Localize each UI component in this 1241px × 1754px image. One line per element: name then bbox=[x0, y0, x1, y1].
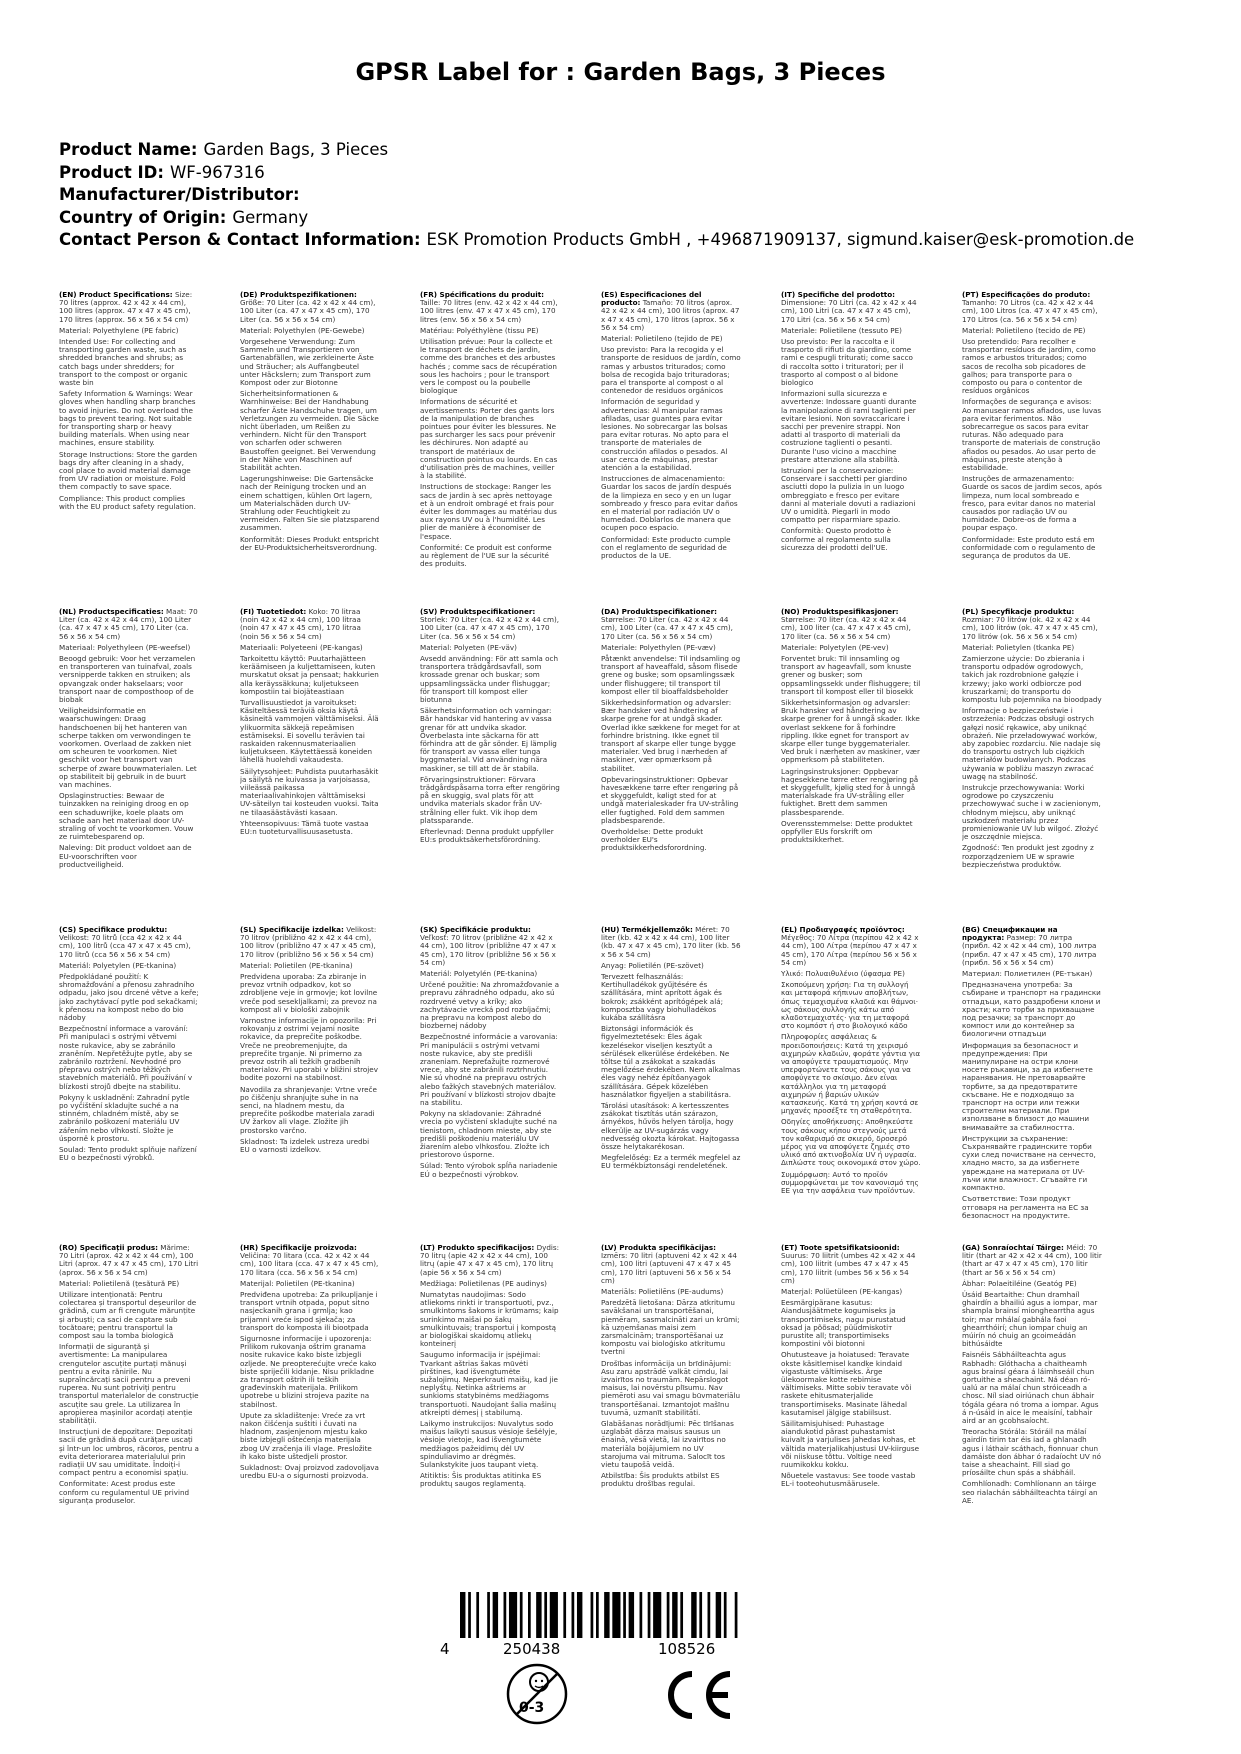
spec-paragraph: Conformidade: Este produto está em conformidade com o regulamento de segurança de produtos da UE. bbox=[962, 534, 1096, 561]
spec-paragraph: (EN) Product Specifications: Size: 70 litres (approx. 42 x 42 x 44 cm), 100 litres (approx. 47 x 47 x 45 cm), 170 litres (approx. 56 x 56 x 54 cm) bbox=[59, 291, 193, 324]
spec-paragraph: Material: Polietileno (tecido de PE) bbox=[962, 325, 1086, 335]
spec-paragraph: Lagerungshinweise: Die Gartensäcke nach der Reinigung trocken und an einem schattigen, kühlen Ort lagern, um Materialschäden durch UV-Strahlung oder Feuchtigkeit zu vermeiden. Falten Sie sie platzsparend zusammen. bbox=[240, 474, 380, 533]
spec-heading: (EL) Προδιαγραφές προϊόντος: bbox=[781, 926, 905, 934]
spec-paragraph: Lagringsinstruksjoner: Oppbevar hagesekkene tørre etter rengjøring på et skyggefullt, kjølig sted for å unngå materialskade fra UV-stråling eller fuktighet. Brett dem sammen plassbesparende. bbox=[781, 766, 919, 817]
product-name-label: Product Name: bbox=[59, 140, 198, 159]
spec-paragraph: Storage Instructions: Store the garden bags dry after cleaning in a shady, cool place to avoid material damage from UV radiation or moisture. Fold them compactly to save space. bbox=[59, 449, 198, 492]
spec-paragraph: Materiaal: Polyethyleen (PE-weefsel) bbox=[59, 642, 191, 652]
spec-paragraph: Materiale: Polyethylen (PE-væv) bbox=[601, 642, 716, 652]
spec-paragraph: Předpokládané použití: K shromažďování a přenosu zahradního odpadu, jako jsou drcené větve a keře; jako zachytávací pytle pod sekačkami; k přenosu na kompost nebo do bio nádoby bbox=[59, 972, 199, 1023]
spec-paragraph: Ohutusteave ja hoiatused: Teravate okste käsitlemisel kandke kindaid vigastuste vältimiseks. Ärge ülekoormake kotte rebimise vältimiseks. Mitte sobiv teravate või raskete ehitusmaterjalide transportimiseks. Masinate lähedal kasutamisel jälgige stabiilsust. bbox=[781, 1350, 912, 1417]
spec-paragraph: Información de seguridad y advertencias: Al manipular ramas afiladas, usar guantes para evitar lesiones. No sobrecargar las bolsas para evitar roturas. No apto para el transporte de materiales de construcción afilados o pesados. Al usar cerca de máquinas, prestar atención a la estabilidad. bbox=[601, 397, 729, 473]
barcode-bar bbox=[648, 1592, 651, 1638]
spec-paragraph: Conformité: Ce produit est conforme au règlement de l'UE sur la sécurité des produits. bbox=[420, 542, 552, 569]
spec-paragraph: Určené použitie: Na zhromažďovanie a prepravu záhradného odpadu, ako sú rozdrvené vetvy a kríky; ako zachytávacie vrecká pod rozbíjačmi; na prepravu na kompost alebo do biozbernej nádoby bbox=[420, 980, 559, 1031]
spec-paragraph: Material: Polyethylene (PE fabric) bbox=[59, 325, 179, 335]
spec-heading: (ET) Toote spetsifikatsioonid: bbox=[781, 1244, 900, 1252]
spec-paragraph: Medžiaga: Polietilenas (PE audinys) bbox=[420, 1278, 547, 1288]
spec-paragraph: Инструкции за съхранение: Съхранявайте градинските торби сухи след почистване на сенчесто, хладно място, за да избегнете увреждане на материала от UV-лъчи или влажност. Сгъвайте ги компактно. bbox=[962, 1133, 1096, 1193]
spec-paragraph: Sigurnosne informacije i upozorenja: Prilikom rukovanja oštrim granama nosite rukavice kako biste izbjegli ozljede. Ne preopterećujte vreće kako biste spriječili kidanje. Nisu prikladne za transport oštrih ili teških građevinskih materijala. Prilikom upotrebe u blizini strojeva pazite na stabilnost. bbox=[240, 1334, 377, 1409]
spec-paragraph: Varnostne informacije in opozorila: Pri rokovanju z ostrimi vejami nosite rokavice, da preprečite poškodbe. Vreče ne preobremenjujte, da preprečite trganje. Ni primerno za prevoz ostrih ali težkih gradbenih materialov. Pri uporabi v bližini strojev bodite pozorni na stabilnost. bbox=[240, 1016, 378, 1083]
spec-paragraph: Pokyny k uskladnění: Zahradní pytle po vyčištění skladujte suché a na stinném, chladném místě, aby se zabránilo poškození materiálu UV zářením nebo vlhkostí. Složte je úsporně k prostoru. bbox=[59, 1092, 190, 1143]
language-block bbox=[59, 1244, 199, 1544]
age-0-3-warning-icon bbox=[505, 1662, 569, 1726]
spec-paragraph: (HR) Specifikacije proizvoda: Veličina: 70 litara (cca. 42 x 42 x 44 cm), 100 litara (cca. 47 x 47 x 45 cm), 170 litara (cca. 56 x 56 x 54 cm) bbox=[240, 1244, 379, 1277]
barcode-bar bbox=[612, 1592, 620, 1638]
language-block bbox=[962, 291, 1102, 591]
spec-paragraph: Material: Polietileno (tejido de PE) bbox=[601, 334, 723, 344]
spec-paragraph: Συμμόρφωση: Αυτό το προϊόν συμμορφώνεται με τον κανονισμό της ΕΕ για την ασφάλεια των προϊόντων. bbox=[781, 1169, 919, 1196]
spec-paragraph: Naleving: Dit product voldoet aan de EU-voorschriften voor productveiligheid. bbox=[59, 843, 192, 869]
spec-paragraph: Biztonsági információk és figyelmeztetések: Éles ágak kezelésekor viseljen kesztyűt a sérülések elkerülése érdekében. Ne töltse túl a zsákokat a szakadás megelőzése érdekében. Nem alkalmas éles vagy nehéz építőanyagok szállítására. Gépek közelében használatkor figyeljen a stabilitásra. bbox=[601, 1024, 741, 1099]
spec-heading: (GA) Sonraíochtaí Táirge: bbox=[962, 1244, 1064, 1252]
language-block bbox=[781, 926, 921, 1226]
spec-paragraph: Drošības informācija un brīdinājumi: Asu zaru apstrādē valkāt cimdu, lai izvairītos no traumām. Nepārslogot maisus, lai novērstu plīsumu. Nav piemēroti asu vai smagu būvmateriālu transportēšanai. Izmantojot mašīnu tuvumā, uzmanīt stabilitāti. bbox=[601, 1358, 741, 1417]
spec-paragraph: Material: Polyeten (PE-väv) bbox=[420, 642, 517, 652]
language-block bbox=[962, 1244, 1102, 1544]
barcode-bar bbox=[520, 1592, 523, 1638]
spec-heading: (SK) Špecifikácie produktu: bbox=[420, 926, 531, 934]
spec-heading: (HU) Termékjellemzők: bbox=[601, 926, 693, 934]
spec-paragraph: Konformität: Dieses Produkt entspricht der EU-Produktsicherheitsverordnung. bbox=[240, 534, 380, 552]
spec-paragraph: Säilitamisjuhised: Puhastage aiandukotid pärast puhastamist kuivalt ja varjulises jahedas kohas, et vältida materjalikahjustusi UV-kiirguse või niiskuse tõttu. Voltige need ruumikokku kokku. bbox=[781, 1419, 920, 1470]
page-title: GPSR Label for : Garden Bags, 3 Pieces bbox=[355, 58, 886, 86]
spec-paragraph: Avsedd användning: För att samla och transportera trädgårdsavfall, som krossade grenar och buskar; som uppsamlingssäcka under flishuggar; för transport till kompost eller biotunna bbox=[420, 654, 559, 705]
barcode-bar bbox=[544, 1592, 547, 1638]
spec-paragraph: Οδηγίες αποθήκευσης: Αποθηκεύστε τους σάκους κήπου στεγνούς μετά τον καθαρισμό σε σκιερό, δροσερό μέρος για να αποφύγετε ζημιές στο υλικό από ακτινοβολία UV ή υγρασία. Διπλώστε τους οικονομικά στον χώρο. bbox=[781, 1117, 921, 1168]
spec-paragraph: Comhlíonadh: Comhlíonann an táirge seo rialachán sábháilteachta táirgí an AE. bbox=[962, 1479, 1098, 1505]
barcode-bar bbox=[672, 1592, 677, 1638]
contact-value: ESK Promotion Products GmbH , +496871909137, sigmund.kaiser@esk-promotion.de bbox=[426, 230, 1135, 249]
spec-paragraph: Conformità: Questo prodotto è conforme al regolamento sulla sicurezza dei prodotti dell'UE. bbox=[781, 526, 891, 552]
contact-row bbox=[59, 229, 1219, 252]
spec-paragraph: Materiale: Polyetylen (PE-vev) bbox=[781, 642, 889, 652]
language-block bbox=[59, 291, 199, 591]
barcode-bar bbox=[699, 1592, 702, 1638]
spec-paragraph: Paredzētā lietošana: Dārza atkritumu savākšanai un transportēšanai, piemēram, sasmalcināti zari un krūmi; kā uzņemšanas maisi zem zarsmalcinām; transportēšanai uz kompostu vai bioloģisko atkritumu tvertni bbox=[601, 1298, 740, 1357]
spec-paragraph: Forventet bruk: Til innsamling og transport av hageavfall, som knuste grener og busker; som oppsamlingssekk under flishuggere; til transport til kompost eller til biosekk bbox=[781, 654, 921, 696]
spec-paragraph: Uso pretendido: Para recolher e transportar resíduos de jardim, como ramos e arbustos triturados; como sacos de recolha sob picadores de galhos; para transporte para o composto ou para o contentor de resíduos orgânicos bbox=[962, 337, 1096, 396]
spec-paragraph: Υλικό: Πολυαιθυλένιο (ύφασμα PE) bbox=[781, 969, 905, 979]
spec-paragraph: (ET) Toote spetsifikatsioonid: Suurus: 70 liitrit (umbes 42 x 42 x 44 cm), 100 liitrit (umbes 47 x 47 x 45 cm), 170 liitrit (umbes 56 x 56 x 54 cm) bbox=[781, 1244, 916, 1285]
spec-paragraph: Efterlevnad: Denna produkt uppfyller EU:s produktsäkerhetsförordning. bbox=[420, 827, 554, 845]
spec-paragraph: (SV) Produktspecifikationer: Storlek: 70 Liter (ca. 42 x 42 x 44 cm), 100 Liter (ca. 47 x 47 x 45 cm), 170 Liter (ca. 56 x 56 x 54 cm) bbox=[420, 608, 560, 641]
spec-paragraph: Soulad: Tento produkt splňuje nařízení EU o bezpečnosti výrobků. bbox=[59, 1145, 197, 1163]
spec-paragraph: Súlad: Tento výrobok spĺňa nariadenie EÚ o bezpečnosti výrobkov. bbox=[420, 1161, 558, 1179]
spec-paragraph: Treoracha Stórála: Stóráil na málaí gairdín tirim tar éis iad a ghlanadh agus i láthair scáthach, fionnuar chun damáiste don ábhar ó radaíocht UV nó taise a sheachaint. Fill siad go príosáilte chun spás a shábháil. bbox=[962, 1427, 1102, 1478]
contact-label: Contact Person & Contact Information: bbox=[59, 230, 421, 249]
barcode-bar bbox=[604, 1592, 609, 1638]
spec-paragraph: (SK) Špecifikácie produktu: Veľkosť: 70 litrov (približne 42 x 42 x 44 cm), 100 litrov (približne 47 x 47 x 45 cm), 170 litrov (približne 56 x 56 x 54 cm) bbox=[420, 926, 556, 967]
barcode-bar bbox=[536, 1592, 541, 1638]
spec-paragraph: Zgodność: Ten produkt jest zgodny z rozporządzeniem UE w sprawie bezpieczeństwa produktów. bbox=[962, 843, 1094, 869]
spec-paragraph: (SL) Specifikacije izdelka: Velikost: 70 litrov (približno 42 x 42 x 44 cm), 100 litrov (približno 47 x 47 x 45 cm), 170 litrov (približno 56 x 56 x 54 cm) bbox=[240, 926, 377, 959]
language-block bbox=[601, 608, 741, 908]
spec-heading: (EN) Product Specifications: bbox=[59, 291, 173, 299]
spec-paragraph: Instructions de stockage: Ranger les sacs de jardin à sec après nettoyage et à un endroit ombragé et frais pour éviter les dommages au matériau dus aux rayons UV ou à l'humidité. Les plier de manière à économiser de l'espace. bbox=[420, 482, 557, 541]
spec-heading: (BG) Спецификации на продукта: bbox=[962, 926, 1058, 943]
language-block bbox=[781, 608, 921, 908]
spec-paragraph: Laikymo instrukcijos: Nuvalytus sodo maišus laikyti sausus vėsioje šešėlyje, vėsioje vietoje, kad išvengtumėte medžiagos pažeidimų dėl UV spinduliavimo ar drėgmės. Sulankstykite juos taupant vietą. bbox=[420, 1419, 558, 1470]
spec-paragraph: Material: Polyethylen (PE-Gewebe) bbox=[240, 325, 365, 335]
barcode-bar bbox=[680, 1592, 683, 1638]
barcode-bar bbox=[735, 1592, 738, 1638]
spec-paragraph: Upute za skladištenje: Vreće za vrt nakon čišćenja suštiti i čuvati na hladnom, zasjenjenom mjestu kako biste izbjegli oštećenja materijala zbog UV zračenja ili vlage. Presložite ih kako biste uštedjeli prostor. bbox=[240, 1410, 372, 1461]
spec-paragraph: Safety Information & Warnings: Wear gloves when handling sharp branches to avoid injuries. Do not overload the bags to prevent tearing. Not suitable for transporting sharp or heavy building materials. When using near machines, ensure stability. bbox=[59, 389, 196, 448]
spec-paragraph: Bezpečnostné informácie a varovania: Pri manipulácii s ostrými vetvami noste rukavice, aby ste predišli zraneniam. Nepreťažujte rozmerové vrece, aby ste zabránili roztrhnutiu. Nie sú vhodné na prepravu ostrých alebo ťažkých stavebných materiálov. Pri používaní v blízkosti strojov dbajte na stabilitu. bbox=[420, 1032, 558, 1108]
ce-mark-icon bbox=[660, 1668, 734, 1722]
spec-paragraph: Informazioni sulla sicurezza e avvertenze: Indossare guanti durante la manipolazione di rami taglienti per evitare lesioni. Non sovraccaricare i sacchi per prevenire strappi. Non adatti al trasporto di materiali da costruzione taglienti o pesanti. Durante l'uso vicino a macchine prestare attenzione alla stabilità. bbox=[781, 389, 917, 464]
spec-paragraph: (NO) Produktspesifikasjoner: Størrelse: 70 liter (ca. 42 x 42 x 44 cm), 100 liter (ca. 47 x 47 x 45 cm), 170 liter (ca. 56 x 56 x 54 cm) bbox=[781, 608, 911, 641]
spec-heading: (FR) Spécifications du produit: bbox=[420, 291, 545, 299]
spec-paragraph: (RO) Specificații produs: Mărime: 70 Litri (aprox. 42 x 42 x 44 cm), 100 Litri (aprox. 47 x 47 x 45 cm), 170 Litri (aprox. 56 x 56 x 54 cm) bbox=[59, 1244, 199, 1277]
barcode-bar bbox=[667, 1592, 670, 1638]
language-block bbox=[781, 291, 921, 591]
language-block bbox=[240, 291, 380, 591]
spec-paragraph: Conformidad: Este producto cumple con el reglamento de seguridad de productos de la UE. bbox=[601, 534, 731, 561]
product-name-row bbox=[59, 139, 1219, 162]
barcode-bar bbox=[504, 1592, 507, 1638]
country-value: Germany bbox=[232, 207, 309, 227]
language-block bbox=[240, 926, 380, 1226]
spec-paragraph: (GA) Sonraíochtaí Táirge: Méid: 70 litir (thart ar 42 x 42 x 44 cm), 100 litir (thart ar 47 x 47 x 45 cm), 170 litir (thart ar 56 x 56 x 54 cm) bbox=[962, 1244, 1102, 1277]
spec-paragraph: Sikkerhetsinformasjon og advarsler: Bruk hansker ved håndtering av skarpe grener for å unngå skader. Ikke overlast sekkene for å forhindre rippling. Ikke egnet for transport av skarpe eller tunge byggematerialer. Ved bruk i nærheten av maskiner, vær oppmerksom på stabiliteten. bbox=[781, 698, 920, 765]
spec-paragraph: Säilytysohjeet: Puhdista puutarhasäkit ja säilytä ne kuivassa ja varjoisassa, viileässä paikassa materiaalivahinkojen välttämiseksi UV-säteilyn tai kosteuden vuoksi. Taita ne tilaasäästävästi kasaan. bbox=[240, 766, 379, 817]
product-info bbox=[59, 139, 1219, 252]
barcode-digits-3: 108526 bbox=[658, 1640, 716, 1658]
manufacturer-row bbox=[59, 184, 1219, 207]
spec-paragraph: (EL) Προδιαγραφές προϊόντος: Μέγεθος: 70 Λίτρα (περίπου 42 x 42 x 44 cm), 100 Λίτρα (περίπου 47 x 47 x 45 cm), 170 Λίτρα (περίπου 56 x 56 x 54 cm) bbox=[781, 926, 919, 967]
spec-paragraph: Navodila za shranjevanje: Vrtne vreče po čiščenju shranjujte suhe in na senci, na hladnem mestu, da preprečite poškodbe materiala zaradi UV žarkov ali vlage. Zložite jih prostorsko varčno. bbox=[240, 1084, 377, 1135]
spec-paragraph: Instrukcje przechowywania: Worki ogrodowe po czyszczeniu przechowywać suche i w zacienionym, chłodnym miejscu, aby uniknąć uszkodzeń materiału przez promieniowanie UV lub wilgoć. Złożyć je oszczędnie miejsca. bbox=[962, 783, 1101, 842]
barcode-bar bbox=[572, 1592, 575, 1638]
spec-paragraph: Opbevaringsinstruktioner: Opbevar havesækkene tørre efter rengøring på et skyggefuldt, køligt sted for at undgå materialeskader fra UV-stråling eller fugtighed. Fold dem sammen pladsbesparende. bbox=[601, 774, 739, 825]
spec-paragraph: (HU) Termékjellemzők: Méret: 70 liter (kb. 42 x 42 x 44 cm), 100 liter (kb. 47 x 47 x 45 cm), 170 liter (kb. 56 x 56 x 54 cm) bbox=[601, 926, 741, 959]
spec-paragraph: Glabāšanas norādījumi: Pēc tīrīšanas uzglabāt dārza maisus sausus un ēnainā, vēsā vietā, lai izvairītos no materiāla bojājumiem no UV starojuma vai mitruma. Salocīt tos vietu taupošā veidā. bbox=[601, 1419, 734, 1470]
spec-paragraph: Förvaringsinstruktioner: Förvara trädgårdspåsarna torra efter rengöring på en skuggig, sval plats för att undvika materials skador från UV-strålning eller fukt. Vik ihop dem platssparande. bbox=[420, 774, 560, 825]
spec-paragraph: Materiál: Polyetylen (PE-tkanina) bbox=[59, 960, 177, 970]
language-block bbox=[59, 608, 199, 908]
spec-paragraph: Информация за безопасност и предупреждения: При манипулиране на остри клони носете ръкавици, за да избегнете наранявания. Не претоварвайте торбите, за да предотвратите скъсване. Не е подходящо за транспорт на остри или тежки строителни материали. При използване в близост до машини внимавайте за стабилността. bbox=[962, 1040, 1093, 1132]
spec-paragraph: Intended Use: For collecting and transporting garden waste, such as shredded branches and shrubs; as catch bags under shredders; for transport to the compost or organic waste bin bbox=[59, 337, 188, 388]
spec-paragraph: Pokyny na skladovanie: Záhradné vrecia po vyčistení skladujte suché na tienistom, chladnom mieste, aby ste predišli poškodeniu materiálu UV žiarením alebo vlhkosťou. Zložte ich priestorovo úsporne. bbox=[420, 1109, 558, 1160]
product-id-value: WF-967316 bbox=[169, 162, 265, 182]
spec-paragraph: Предназначена употреба: За събиране и транспорт на градински отпадъци, като раздробени клони и храсти; като торби за прихващане под резачки; за транспорт до компост или до контейнер за биологични отпадъци bbox=[962, 980, 1101, 1039]
spec-heading: (CS) Specifikace produktu: bbox=[59, 926, 168, 934]
language-block bbox=[420, 926, 560, 1226]
manufacturer-label: Manufacturer/Distributor: bbox=[59, 185, 300, 204]
spec-paragraph: Instrucciones de almacenamiento: Guardar los sacos de jardín después de la limpieza en seco y en un lugar sombreado y fresco para evitar daños en el material por radiación UV o humedad. Doblarlos de manera que ocupen poco espacio. bbox=[601, 474, 738, 533]
spec-paragraph: Istruzioni per la conservazione: Conservare i sacchetti per giardino asciutti dopo la pulizia in un luogo ombreggiato e fresco per evitare danni al materiale dovuti a radiazioni UV o umidità. Piegarli in modo compatto per risparmiare spazio. bbox=[781, 466, 916, 525]
barcode-bar bbox=[724, 1592, 727, 1638]
spec-heading: (DE) Produktspezifikationen: bbox=[240, 291, 357, 299]
barcode-bar bbox=[460, 1592, 465, 1638]
spec-paragraph: Nõuetele vastavus: See toode vastab EL-i tooteohutusmäärusele. bbox=[781, 1471, 916, 1489]
spec-paragraph: Informations de sécurité et avertissements: Porter des gants lors de la manipulation de branches pointues pour éviter les blessures. Ne pas surcharger les sacs pour prévenir les déchirures. Non adapté au transport de matériaux de construction pointus ou lourds. En cas d'utilisation près de machines, veiller à la stabilité. bbox=[420, 397, 558, 481]
spec-paragraph: Faisnéis Sábháilteachta agus Rabhadh: Glóthacha a chaitheamh agus brainsí géara á láimhseáil chun gortuithe a sheachaint. Ná déan ró-ualú ar na málaí chun stróiceadh a chosc. Níl siad oiriúnach chun ábhair tógála géara nó troma a iompar. Agus á n-úsáid in aice le meaisíní, tabhair aird ar an gcobhsaíocht. bbox=[962, 1350, 1099, 1426]
spec-paragraph: Overensstemmelse: Dette produktet oppfyller EUs forskrift om produktsikkerhet. bbox=[781, 818, 913, 845]
spec-paragraph: Veiligheidsinformatie en waarschuwingen: Draag handschoenen bij het hanteren van scherpe takken om verwondingen te voorkomen. Overlaad de zakken niet om scheuren te voorkomen. Niet geschikt voor het transport van scherpe of zware bouwmaterialen. Let op stabiliteit bij gebruik in de buurt van machines. bbox=[59, 706, 197, 790]
language-block bbox=[601, 926, 741, 1226]
language-block bbox=[962, 608, 1102, 908]
barcode-bar bbox=[653, 1592, 661, 1638]
spec-heading: (IT) Specifiche del prodotto: bbox=[781, 291, 896, 299]
spec-paragraph: Instruções de armazenamento: Guarde os sacos de jardim secos, após limpeza, num local sombreado e fresco, para evitar danos no material causados por radiação UV ou humidade. Dobre-os de forma a poupar espaço. bbox=[962, 474, 1102, 533]
spec-paragraph: Compliance: This product complies with the EU product safety regulation. bbox=[59, 493, 196, 511]
barcode-bar bbox=[596, 1592, 599, 1638]
spec-paragraph: Numatytas naudojimas: Sodo atliekoms rinkti ir transportuoti, pvz., smulkintoms šakoms ir krūmams; kaip surinkimo maišai po šakų smulkintuvais; transportui į kompostą ar biologiškai skaidomų atliekų konteinerį bbox=[420, 1290, 559, 1349]
spec-heading: (PL) Specyfikacje produktu: bbox=[962, 608, 1075, 616]
spec-heading: (DA) Produktspecifikationer: bbox=[601, 608, 718, 616]
barcode-digits-2: 250438 bbox=[503, 1640, 561, 1658]
language-block bbox=[601, 1244, 741, 1544]
spec-paragraph: Materiāls: Polietilēns (PE-audums) bbox=[601, 1287, 724, 1297]
language-block bbox=[420, 291, 560, 591]
spec-paragraph: Úsáid Beartaithe: Chun dramhaíl ghairdín a bhailiú agus a iompar, mar shampla brainsí mionghearrtha agus toir; mar mhálaí gabhála faoi ghearrthóirí; chun iompar chuig an múirín nó chuig an gcoimeádán bithúsáidte bbox=[962, 1290, 1098, 1349]
country-label: Country of Origin: bbox=[59, 207, 227, 227]
spec-paragraph: Matériau: Polyéthylène (tissu PE) bbox=[420, 325, 539, 335]
barcode-digit-1: 4 bbox=[440, 1640, 450, 1658]
spec-paragraph: Turvallisuustiedot ja varoitukset: Käsiteltäessä teräviä oksia käytä käsineitä vammojen välttämiseksi. Älä ylikuormita säkkejä repeämisen estämiseksi. Ei sovellu terävien tai raskaiden rakennusmateriaalien kuljetukseen. Käytettäessä koneiden lähellä huolehdi vakaudesta. bbox=[240, 698, 379, 765]
spec-paragraph: Megfelelőség: Ez a termék megfelel az EU termékbiztonsági rendeletének. bbox=[601, 1153, 741, 1171]
spec-paragraph: (LV) Produkta specifikācijas: Izmērs: 70 litri (aptuveni 42 x 42 x 44 cm), 100 litri (aptuveni 47 x 47 x 45 cm), 170 litri (aptuveni 56 x 56 x 54 cm) bbox=[601, 1244, 737, 1285]
spec-paragraph: Uso previsto: Per la raccolta e il trasporto di rifiuti da giardino, come rami e cespugli triturati; come sacco di raccolta sotto i trituratori; per il trasporto al compost o al bidone biologico bbox=[781, 337, 913, 388]
spec-paragraph: Informações de segurança e avisos: Ao manusear ramos afiados, use luvas para evitar ferimentos. Não sobrecarregue os sacos para evitar ruturas. Não adequado para transporte de materiais de construção afiados ou pesados. Ao usar perto de máquinas, preste atenção à estabilidade. bbox=[962, 397, 1102, 473]
spec-paragraph: Overholdelse: Dette produkt overholder EU's produktsikkerhedsforordning. bbox=[601, 827, 707, 853]
spec-heading: (FI) Tuotetiedot: bbox=[240, 608, 307, 616]
barcode-bar bbox=[708, 1592, 711, 1638]
spec-paragraph: Utilizare intenționată: Pentru colectarea și transportul deșeurilor de grădină, cum ar fi crengute mărunțite și arbuști; ca saci de captare sub tocătoare; pentru transportul la compost sau la tomba biologică bbox=[59, 1290, 197, 1341]
spec-paragraph: Materiál: Polyetylén (PE-tkanina) bbox=[420, 969, 538, 979]
spec-paragraph: (FR) Spécifications du produit: Taille: 70 litres (env. 42 x 42 x 44 cm), 100 litres (env. 47 x 47 x 45 cm), 170 litres (env. 56 x 56 x 54 cm) bbox=[420, 291, 558, 324]
language-block bbox=[240, 1244, 380, 1544]
spec-paragraph: Πληροφορίες ασφάλειας & προειδοποιήσεις: Κατά τη χειρισμό αιχμηρών κλαδιών, φοράτε γάντια για να αποφύγετε τραυματισμούς. Μην υπερφορτώνετε τους σάκους για να αποφύγετε το σκίσιμο. Δεν είναι κατάλληλοι για τη μεταφορά αιχμηρών ή βαριών υλικών κατασκευής. Κατά τη χρήση κοντά σε μηχανές προσέξτε τη σταθερότητα. bbox=[781, 1032, 921, 1116]
spec-heading: (NL) Productspecificaties: bbox=[59, 608, 164, 616]
spec-heading: (LT) Produkto specifikacijos: bbox=[420, 1244, 535, 1252]
barcode-bar bbox=[487, 1592, 490, 1638]
spec-paragraph: Sicherheitsinformationen & Warnhinweise: Bei der Handhabung scharfer Äste Handschuhe tragen, um Verletzungen zu vermeiden. Die Säcke nicht überladen, um Reißen zu verhindern. Nicht für den Transport von scharfen oder schweren Baustoffen geeignet. Bei Verwendung in der Nähe von Maschinen auf Stabilität achten. bbox=[240, 389, 379, 473]
spec-paragraph: Saugumo informacija ir įspėjimai: Tvarkant aštrias šakas mūvėti pirštines, kad išvengtumėte sužalojimų. Neperkrauti maišų, kad jie neplyštų. Netinka aštriems ar sunkioms statybinėms medžiagoms transportuoti. Naudojant šalia mašinų atkreipti dėmesį į stabilumą. bbox=[420, 1350, 558, 1417]
spec-paragraph: Съответствие: Този продукт отговаря на регламента на ЕС за безопасност на продуктите. bbox=[962, 1194, 1089, 1220]
language-block bbox=[420, 1244, 560, 1544]
spec-heading: (SL) Specifikacije izdelka: bbox=[240, 926, 344, 934]
language-block bbox=[59, 926, 199, 1226]
spec-paragraph: Materiale: Polietilene (tessuto PE) bbox=[781, 325, 902, 335]
spec-paragraph: (BG) Спецификации на продукта: Размер: 70 литра (прибл. 42 x 42 x 44 cm), 100 литра (прибл. 47 x 47 x 45 cm), 170 литра (прибл. 56 x 56 x 54 cm) bbox=[962, 926, 1097, 967]
language-block bbox=[601, 291, 741, 591]
product-id-label: Product ID: bbox=[59, 162, 164, 182]
language-block bbox=[420, 608, 560, 908]
spec-paragraph: Materjal: Polüetüleen (PE-kangas) bbox=[781, 1287, 903, 1297]
spec-heading: (SV) Produktspecifikationer: bbox=[420, 608, 536, 616]
spec-paragraph: Informații de siguranță și avertismente: La manipularea crengutelor ascuțite purtați mănuși pentru a evita rănirile. Nu supraîncărcați sacii pentru a preveni ruperea. Nu sunt potriviți pentru transportul materialelor de construcție ascuțite sau grele. La utilizarea în apropierea mașinilor acordați atenție stabilității. bbox=[59, 1342, 199, 1426]
spec-paragraph: (PL) Specyfikacje produktu: Rozmiar: 70 litrów (ok. 42 x 42 x 44 cm), 100 litrów (ok. 47 x 47 x 45 cm), 170 litrów (ok. 56 x 56 x 54 cm) bbox=[962, 608, 1098, 641]
spec-paragraph: Atitiktis: Šis produktas atitinka ES produktų saugos reglamentą. bbox=[420, 1471, 542, 1489]
spec-heading: (NO) Produktspesifikasjoner: bbox=[781, 608, 899, 616]
spec-paragraph: Tervezett felhasználás: Kertihulladékok gyűjtésére és szállítására, mint aprított ágak és bokrok; zsákként aprítógépek alá; komposztba vagy biohulladékos kukába szállításra bbox=[601, 972, 724, 1023]
barcode-bar bbox=[629, 1592, 634, 1638]
spec-paragraph: (FI) Tuotetiedot: Koko: 70 litraa (noin 42 x 42 x 44 cm), 100 litraa (noin 47 x 47 x 45 cm), 170 litraa (noin 56 x 56 x 54 cm) bbox=[240, 608, 361, 641]
spec-heading: (HR) Specifikacije proizvoda: bbox=[240, 1244, 357, 1252]
barcode-bar bbox=[476, 1592, 479, 1638]
spec-paragraph: Material: Polietilenă (țesătură PE) bbox=[59, 1278, 180, 1288]
spec-paragraph: Materiał: Polietylen (tkanka PE) bbox=[962, 642, 1075, 652]
language-block bbox=[240, 608, 380, 908]
spec-paragraph: Uso previsto: Para la recogida y el transporte de residuos de jardín, como ramas y arbustos triturados; como bolsa de recogida bajo trituradoras; para el transporte al compost o al contenedor de residuos orgánicos bbox=[601, 345, 741, 396]
spec-paragraph: Predvidena uporaba: Za zbiranje in prevoz vrtnih odpadkov, kot so zdrobljene veje in grmovje; kot lovilne vreče pod sesekljalkami; za prevoz na kompost ali v biološki zabojnik bbox=[240, 972, 378, 1014]
spec-heading: (RO) Specificații produs: bbox=[59, 1244, 158, 1252]
barcode-bar bbox=[550, 1592, 558, 1638]
spec-paragraph: Zamierzone użycie: Do zbierania i transportu odpadów ogrodowych, takich jak rozdrobnione gałęzie i krzewy; jako worki odbiorcze pod kruszarkami; do transportu do kompostu lub pojemnika na bioodpady bbox=[962, 654, 1102, 705]
spec-paragraph: Påtænkt anvendelse: Til indsamling og transport af haveaffald, såsom flisede grene og buske; som opsamlingssæk under flishuggere; til transport til kompost eller til bioaffaldsbeholder bbox=[601, 654, 741, 696]
language-block bbox=[781, 1244, 921, 1544]
spec-paragraph: (DE) Produktspezifikationen: Größe: 70 Liter (ca. 42 x 42 x 44 cm), 100 Liter (ca. 47 x 47 x 45 cm), 170 Liter (ca. 56 x 56 x 54 cm) bbox=[240, 291, 376, 324]
spec-paragraph: Informacje o bezpieczeństwie i ostrzeżenia: Podczas obsługi ostrych gałęzi nosić rękawice, aby uniknąć obrażeń. Nie przeładowywać worków, aby zapobiec rozdarciu. Nie nadaje się do transportu ostrych lub ciężkich materiałów budowlanych. Podczas używania w pobliżu maszyn zwracać uwagę na stabilność. bbox=[962, 706, 1101, 781]
country-row bbox=[59, 207, 1219, 230]
spec-paragraph: Utilisation prévue: Pour la collecte et le transport de déchets de jardin, comme des branches et des arbustes hachés ; comme sacs de récupération sous les hachoirs ; pour le transport vers le compost ou la poubelle biologique bbox=[420, 337, 557, 396]
spec-paragraph: (DA) Produktspecifikationer: Størrelse: 70 Liter (ca. 42 x 42 x 44 cm), 100 Liter (ca. 47 x 47 x 45 cm), 170 Liter (ca. 56 x 56 x 54 cm) bbox=[601, 608, 733, 641]
barcode-bar bbox=[528, 1592, 531, 1638]
spec-paragraph: (CS) Specifikace produktu: Velikost: 70 litrů (cca 42 x 42 x 44 cm), 100 litrů (cca 47 x 47 x 45 cm), 170 litrů (cca 56 x 56 x 54 cm) bbox=[59, 926, 191, 959]
spec-paragraph: Sikkerhedsinformation og advarsler: Bær handsker ved håndtering af skarpe grene for at undgå skader. Overlad ikke sækkene for meget for at forhindre bristning. Ikke egnet til transport af skarpe eller tunge bygge materialer. Ved brug i nærheden af maskiner, vær opmærksom på stabilitet. bbox=[601, 698, 740, 773]
spec-heading: (LV) Produkta specifikācijas: bbox=[601, 1244, 716, 1252]
barcode-bar bbox=[509, 1592, 517, 1638]
product-name-value: Garden Bags, 3 Pieces bbox=[203, 140, 389, 159]
spec-paragraph: Materiaali: Polyeteeni (PE-kangas) bbox=[240, 642, 363, 652]
spec-paragraph: Ábhar: Polaeitiléine (Geatóg PE) bbox=[962, 1278, 1077, 1288]
spec-paragraph: (PT) Especificações do produto: Tamanho: 70 Litros (ca. 42 x 42 x 44 cm), 100 Litros (ca. 47 x 47 x 45 cm), 170 Litros (ca. 56 x 56 x 54 cm) bbox=[962, 291, 1098, 324]
barcode-bar bbox=[623, 1592, 626, 1638]
spec-paragraph: Σκοπούμενη χρήση: Για τη συλλογή και μεταφορά κήπινων αποβλήτων, όπως τεμαχισμένα κλαδιά και θάμνοι· ως σάκους συλλογής κάτω από κλαδοτεμαχιστές· για τη μεταφορά στο κομπόστ ή στο βιολογικό κάδο bbox=[781, 980, 919, 1031]
spec-heading: (PT) Especificações do produto: bbox=[962, 291, 1091, 299]
spec-paragraph: (NL) Productspecificaties: Maat: 70 Liter (ca. 42 x 42 x 44 cm), 100 Liter (ca. 47 x 47 x 45 cm), 170 Liter (ca. 56 x 56 x 54 cm) bbox=[59, 608, 198, 641]
spec-paragraph: Tárolási utasítások: A kertesszentes zsákokat tisztítás után szárazon, árnyékos, hűvös helyen tárolja, hogy elkerülje az UV-sugárzás vagy nedvesség okozta károkat. Hajtogassa össze helytakarékosan. bbox=[601, 1101, 740, 1152]
barcode bbox=[440, 1592, 800, 1638]
barcode-bar bbox=[640, 1592, 643, 1638]
spec-paragraph: (ES) Especificaciones del producto: Tamaño: 70 litros (aprox. 42 x 42 x 44 cm), 100 litros (aprox. 47 x 47 x 45 cm), 170 litros (aprox. 56 x 56 x 54 cm) bbox=[601, 291, 740, 332]
spec-paragraph: Skladnost: Ta izdelek ustreza uredbi EU o varnosti izdelkov. bbox=[240, 1136, 370, 1155]
product-id-row bbox=[59, 162, 1219, 185]
spec-paragraph: Instrucțiuni de depozitare: Depozitați sacii de grădină după curățare uscați și într-un loc umbros, răcoros, pentru a evita deteriorarea materialului prin radiații UV sau umiditate. Îndoiți-i compact pentru a economisi spațiu. bbox=[59, 1427, 199, 1478]
barcode-bar bbox=[577, 1592, 582, 1638]
spec-paragraph: Bezpečnostní informace a varování: Při manipulaci s ostrými větvemi noste rukavice, aby se zabránilo zraněním. Nepřetěžujte pytle, aby se zabránilo roztržení. Nevhodné pro přepravu ostrých nebo těžkých stavebních materiálů. Při používání v blízkosti strojů dbejte na stabilitu. bbox=[59, 1024, 193, 1091]
barcode-bar bbox=[716, 1592, 721, 1638]
spec-paragraph: Säkerhetsinformation och varningar: Bär handskar vid hantering av vassa grenar för att undvika skador. Överbelasta inte säckarna för att förhindra att de går sönder. Ej lämplig för transport av vassa eller tunga byggmaterial. Vid användning nära maskiner, se till att de är stabila. bbox=[420, 706, 557, 773]
spec-paragraph: Opslaginstructies: Bewaar de tuinzakken na reiniging droog en op een schaduwrijke, koele plaats om schade aan het materiaal door UV-straling of vocht te voorkomen. Vouw ze ruimtebesparend op. bbox=[59, 791, 194, 842]
language-block bbox=[962, 926, 1102, 1226]
spec-paragraph: Atbilstība: Šis produkts atbilst ES produktu drošības regulai. bbox=[601, 1471, 720, 1489]
svg-text:0-3: 0-3 bbox=[519, 1700, 545, 1716]
barcode-bar bbox=[468, 1592, 471, 1638]
spec-paragraph: Material: Polietilen (PE-tkanina) bbox=[240, 960, 353, 970]
spec-paragraph: Eesmärgipärane kasutus: Aiandusjäätmete kogumiseks ja transportimiseks, nagu purustatud oksad ja põõsad; püüdmiskotiт purustite all; transportimiseks kompostini või biotonni bbox=[781, 1298, 906, 1349]
spec-paragraph: Conformitate: Acest produs este conform cu regulamentul UE privind siguranța produselor. bbox=[59, 1479, 190, 1505]
barcode-bar bbox=[691, 1592, 696, 1638]
barcode-bar bbox=[493, 1592, 498, 1638]
spec-paragraph: Beoogd gebruik: Voor het verzamelen en transporteren van tuinafval, zoals versnipperde takken en struiken; als opvangzak onder hakselaars; voor transport naar de composthoop of de biobak bbox=[59, 654, 196, 705]
spec-paragraph: (LT) Produkto specifikacijos: Dydis: 70 litrų (apie 42 x 42 x 44 cm), 100 litrų (apie 47 x 47 x 45 cm), 170 litrų (apie 56 x 56 x 54 cm) bbox=[420, 1244, 560, 1277]
spec-heading: (ES) Especificaciones del producto: bbox=[601, 291, 702, 308]
spec-paragraph: Материал: Полиетилен (PE-тъкан) bbox=[962, 969, 1093, 979]
spec-paragraph: Yhteensopivuus: Tämä tuote vastaa EU:n tuoteturvallisuusasetusta. bbox=[240, 818, 369, 837]
barcode-bar bbox=[563, 1592, 566, 1638]
barcode-bar bbox=[591, 1592, 594, 1638]
spec-paragraph: Predviđena upotreba: Za prikupljanje i transport vrtnih otpada, poput sitno nasjeckanih grana i grmlja; kao prijamni vreće ispod sjekača; za transport do komposta ili biootpada bbox=[240, 1290, 378, 1332]
spec-paragraph: Vorgesehene Verwendung: Zum Sammeln und Transportieren von Gartenabfällen, wie zerkleinerte Äste und Sträucher; als Auffangbeutel unter Häckslern; zum Transport zum Kompost oder zur Biotonne bbox=[240, 337, 374, 388]
spec-paragraph: Tarkoitettu käyttö: Puutarhajätteen keräämiseen ja kuljettamiseen, kuten murskatut oksat ja pensaat; hakkurien alla keräyssäkkuna; kuljetukseen kompostiin tai biojäteastiaan bbox=[240, 654, 379, 696]
spec-paragraph: (IT) Specifiche del prodotto: Dimensione: 70 Litri (ca. 42 x 42 x 44 cm), 100 Litri (ca. 47 x 47 x 45 cm), 170 Litri (ca. 56 x 56 x 54 cm) bbox=[781, 291, 917, 324]
spec-paragraph: Anyag: Polietilén (PE-szövet) bbox=[601, 960, 704, 970]
spec-paragraph: Sukladnost: Ovaj proizvod zadovoljava uredbu EU-a o sigurnosti proizvoda. bbox=[240, 1463, 379, 1481]
spec-paragraph: Materijal: Polietilen (PE-tkanina) bbox=[240, 1278, 355, 1288]
